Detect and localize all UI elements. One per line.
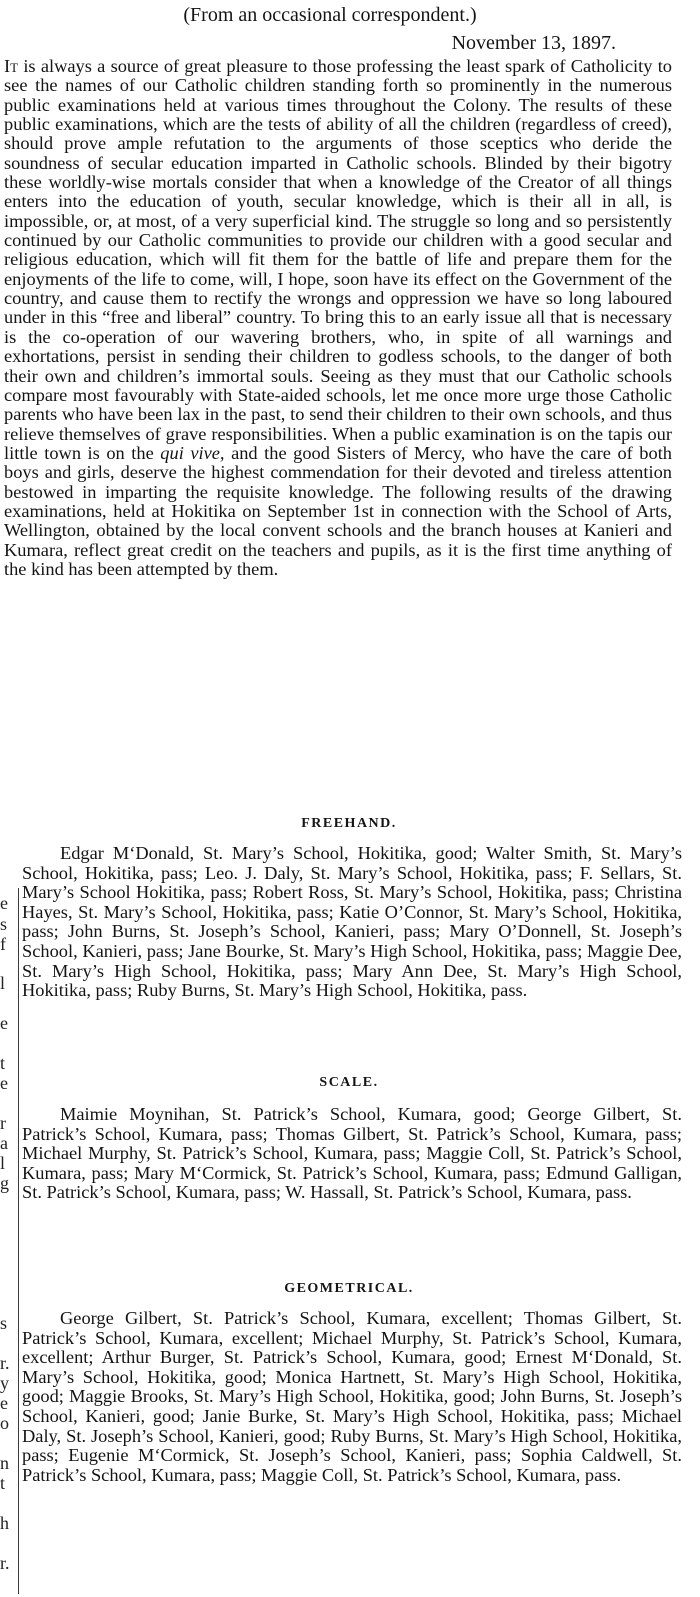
column-rule [18,888,19,1594]
freehand-results: Edgar M‘Donald, St. Mary’s School, Hokitika, good; Walter Smith, St. Mary’s School, Hokitika, pass; Leo. J. Daly, St. Mary’s School, Hokitika, pass; F. Sellars, St. Mary’s School Hokitika, pass; Robert Ross, St. Mary’s School, Hokitika, pass; Christina Hayes, St. Mary’s School, Hokitika, pass; Katie O’Connor, St. Mary’s School, Hokitika, pass; John Burns, St. Joseph’s School, Kanieri, pass; Mary O’Donnell, St. Joseph’s School, Kanieri, pass; Jane Bourke, St. Mary’s High School, Hokitika, pass; Maggie Dee, St. Mary’s High School, Hokitika, pass; Mary Ann Dee, St. Mary’s High School, Hokitika, pass; Ruby Burns, St. Mary’s High School, Hokitika, pass. [22,843,682,1001]
column-fragment: t [0,1473,6,1493]
scale-heading: SCALE. [319,1075,379,1090]
column-fragment: l [0,1153,6,1173]
intro-italic-phrase: qui vive, [160,442,225,463]
scale-results: Maimie Moynihan, St. Patrick’s School, Kumara, good; George Gilbert, St. Patrick’s School, Kumara, pass; Thomas Gilbert, St. Patrick’s School, Kumara, pass; Michael Murphy, St. Patrick’s School, Kumara, pass; Maggie Coll, St. Patrick’s School, Kumara, pass; Mary M‘Cormick, St. Patrick’s School, Kumara, pass; Edmund Galligan, St. Patrick’s School, Kumara, pass; W. Hassall, St. Patrick’s School, Kumara, pass. [22,1104,682,1203]
column-fragment: e [0,1393,8,1413]
column-fragment: r [0,1113,6,1133]
intro-text-part1: is always a source of great pleasure to those professing the least spark of Catholicity to see the names of our Catholic children standing forth so prominently in the numerous public examinations held at various times throughout the Colony. The results of these public examinations, which are the tests of ability of all the children (regardless of creed), should prove ample refutation to the arguments of those sceptics who deride the soundness of secular education imparted in Catholic schools. Blinded by their bigotry these worldly-wise mortals consider that when a knowledge of the Creator of all things enters into the education of youth, secular knowledge, which is their all in all, is impossible, or, at most, of a very superficial kind. The struggle so long and so persistently continued by our Catholic communities to provide our children with a good secular and religious education, which will fit them for the battle of life and prepare them for the enjoyments of the life to come, will, I hope, soon have its effect on the Government of the country, and cause them to rectify the wrongs and oppression we have so long laboured under in this “free and liberal” country. To bring this to an early issue all that is necessary is the co-operation of our wavering brothers, who, in spite of all warnings and exhortations, persist in sending their children to godless schools, to the danger of both their own and children’s immortal souls. Seeing as they must that our Catholic schools compare most favourably with State-aided schools, let me once more urge those Catholic parents who have been lax in the past, to send their children to their own schools, and thus relieve themselves of grave responsibilities. When a public examination is on the tapis our little town is on the [4,56,672,463]
column-fragment: e [0,893,8,913]
geometrical-heading: GEOMETRICAL. [284,1281,414,1296]
column-fragment: y [0,1373,9,1393]
byline: (From an occasional correspondent.) [183,4,477,26]
column-fragment: s [0,914,8,934]
intro-paragraph [4,57,672,579]
column-fragment: l [0,973,6,993]
column-fragment: s [0,1313,8,1333]
column-fragment: t [0,1053,6,1073]
column-fragment: o [0,1413,9,1433]
column-fragment: r. [0,1553,10,1573]
column-fragment: a [0,1133,8,1153]
dateline: November 13, 1897. [451,32,616,54]
column-fragment: e [0,1013,8,1033]
column-fragment: r. [0,1353,10,1373]
freehand-heading: FREEHAND. [301,816,397,831]
column-fragment: g [0,1173,9,1193]
intro-dropcap: It [4,56,19,76]
column-fragment: h [0,1513,9,1533]
column-fragment: n [0,1453,9,1473]
column-fragment: f [0,934,6,954]
column-fragment: e [0,1073,8,1093]
intro-text-part2: and the good Sisters of Mercy, who have the care of both boys and girls, deserve the highest commendation for their devoted and tireless attention bestowed in imparting the requisite knowledge. The following results of the drawing examinations, held at Hokitika on September 1st in connection with the School of Arts, Wellington, obtained by the local convent schools and the branch houses at Kanieri and Kumara, reflect great credit on the teachers and pupils, as it is the first time anything of the kind has been attempted by them. [4,442,672,579]
geometrical-results: George Gilbert, St. Patrick’s School, Kumara, excellent; Thomas Gilbert, St. Patrick’s School, Kumara, excellent; Michael Murphy, St. Patrick’s School, Kumara, excellent; Arthur Burger, St. Patrick’s School, Kumara, good; Ernest M‘Donald, St. Mary’s School, Hokitika, good; Monica Hartnett, St. Mary’s High School, Hokitika, good; Maggie Brooks, St. Mary’s High School, Hokitika, good; John Burns, St. Joseph’s School, Kanieri, good; Janie Burke, St. Mary’s High School, Hokitika, pass; Michael Daly, St. Joseph’s School, Kanieri, good; Ruby Burns, St. Mary’s High School, Hokitika, pass; Eugenie M‘Cormick, St. Joseph’s School, Kanieri, pass; Sophia Caldwell, St. Patrick’s School, Kumara, pass; Maggie Coll, St. Patrick’s School, Kumara, pass. [22,1308,682,1485]
